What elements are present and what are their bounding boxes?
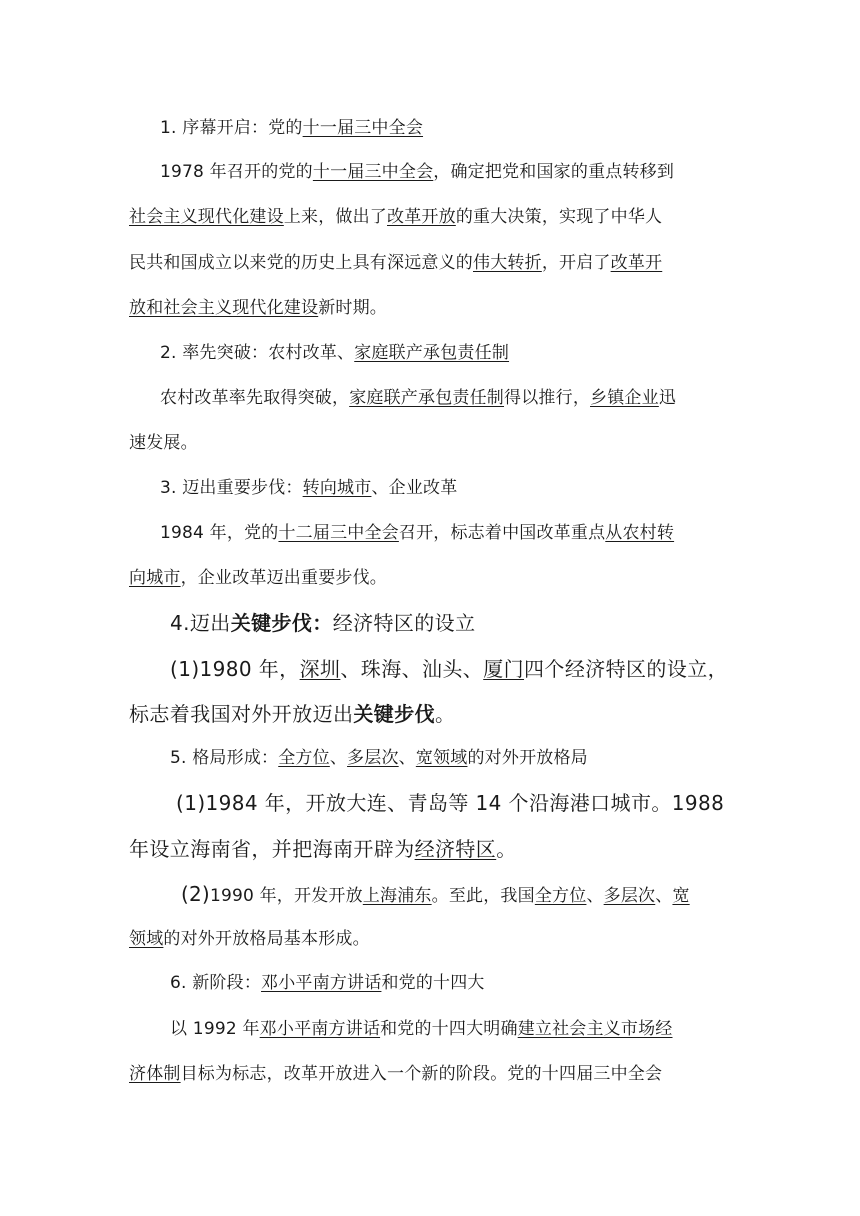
section-6-paragraph-line: 以 1992 年邓小平南方讲话和党的十四大明确建立社会主义市场经 xyxy=(170,1019,673,1039)
section-3-paragraph-line: 1984 年，党的十二届三中全会召开，标志着中国改革重点从农村转 xyxy=(160,523,675,543)
section-5-paragraph-line: 年设立海南省，并把海南开辟为经济特区。 xyxy=(129,837,517,861)
section-1-paragraph-line: 放和社会主义现代化建设新时期。 xyxy=(129,298,388,318)
section-5-paragraph-line: (1)1984 年，开放大连、青岛等 14 个沿海港口城市。1988 xyxy=(176,791,725,815)
section-1-paragraph-line: 社会主义现代化建设上来，做出了改革开放的重大决策，实现了中华人 xyxy=(129,207,663,227)
section-6-paragraph-line: 济体制目标为标志，改革开放进入一个新的阶段。党的十四届三中全会 xyxy=(129,1064,663,1084)
section-1-paragraph-line: 民共和国成立以来党的历史上具有深远意义的伟大转折，开启了改革开 xyxy=(129,253,663,273)
section-3-heading: 3. 迈出重要步伐：转向城市、企业改革 xyxy=(160,478,458,498)
section-2-paragraph-line: 速发展。 xyxy=(129,433,198,453)
section-5-paragraph-line: (2)1990 年，开发开放上海浦东。至此，我国全方位、多层次、宽 xyxy=(181,882,690,906)
section-1-heading: 1. 序幕开启：党的十一届三中全会 xyxy=(160,118,424,138)
section-3-paragraph-line: 向城市，企业改革迈出重要步伐。 xyxy=(129,568,388,588)
section-2-heading: 2. 率先突破：农村改革、家庭联产承包责任制 xyxy=(160,343,510,363)
section-6-heading: 6. 新阶段：邓小平南方讲话和党的十四大 xyxy=(170,973,485,993)
section-4-paragraph-line: 标志着我国对外开放迈出关键步伐。 xyxy=(129,702,456,726)
term-link: 十一届三中全会 xyxy=(302,118,424,138)
section-5-paragraph-line: 领域的对外开放格局基本形成。 xyxy=(129,929,370,949)
section-1-paragraph-line: 1978 年召开的党的十一届三中全会，确定把党和国家的重点转移到 xyxy=(160,162,675,182)
section-4-heading: 4.迈出关键步伐：经济特区的设立 xyxy=(170,611,476,635)
section-2-paragraph-line: 农村改革率先取得突破，家庭联产承包责任制得以推行，乡镇企业迅 xyxy=(160,388,677,408)
section-4-paragraph-line: (1)1980 年，深圳、珠海、汕头、厦门四个经济特区的设立， xyxy=(170,657,729,681)
section-5-heading: 5. 格局形成：全方位、多层次、宽领域的对外开放格局 xyxy=(170,748,588,768)
